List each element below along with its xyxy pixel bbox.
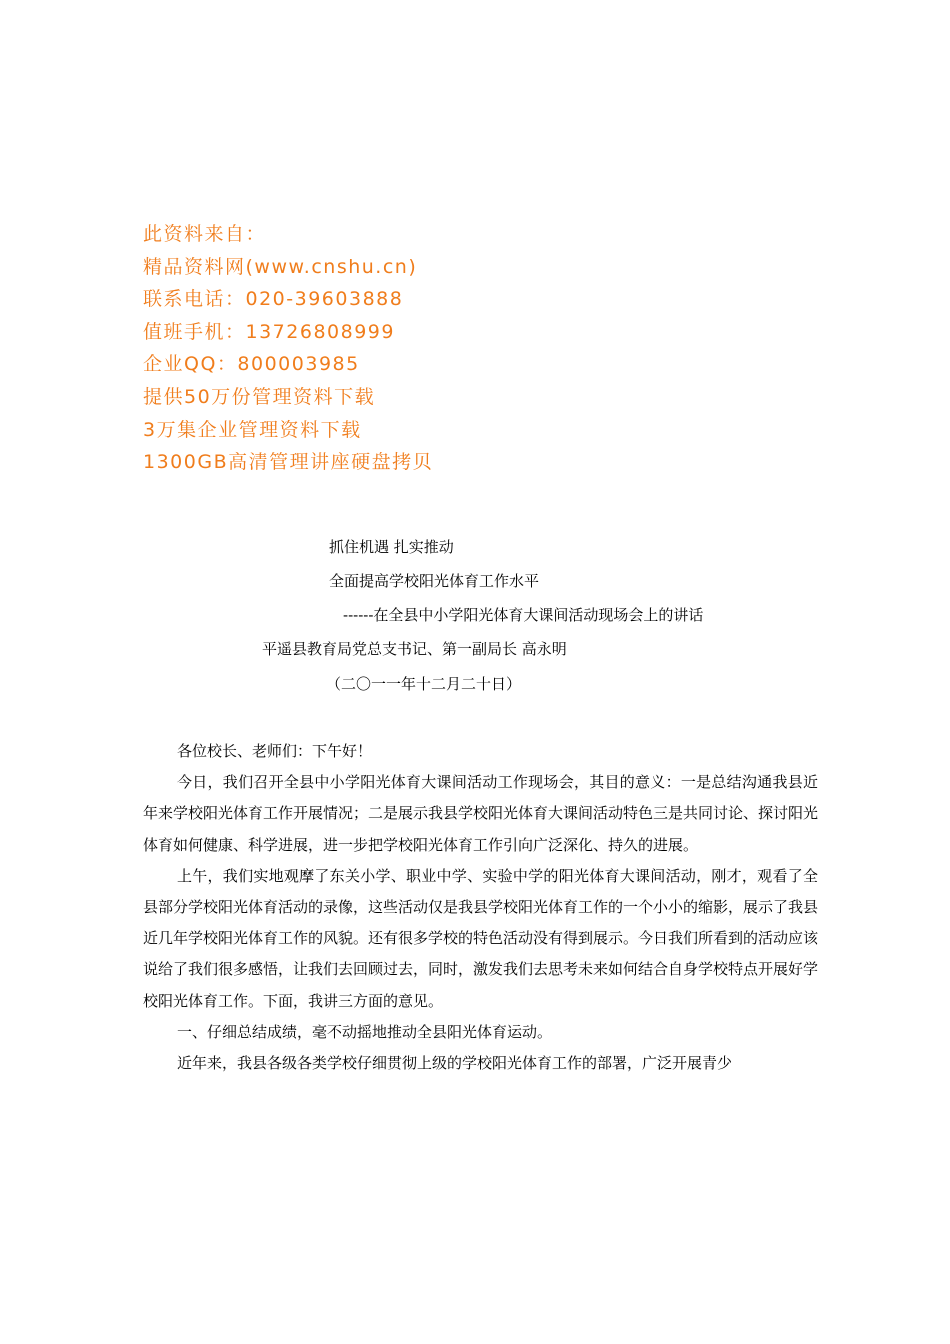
speech-title-line-2: 全面提高学校阳光体育工作水平 xyxy=(329,572,540,590)
ad-line-qq: 企业QQ：800003985 xyxy=(143,353,360,376)
paragraph-observation: 上午，我们实地观摩了东关小学、职业中学、实验中学的阳光体育大课间活动，刚才，观看了全县部分学校阳光体育活动的录像，这些活动仅是我县学校阳光体育工作的一个小小的缩影，展示了我县近几年学校阳光体育工作的风貌。还有很多学校的特色活动没有得到展示。今日我们所看到的活动应该说给了我们很多感悟，让我们去回顾过去，同时，激发我们去思考未来如何结合自身学校特点开展好学校阳光体育工作。下面，我讲三方面的意见。 xyxy=(143,866,819,1010)
paragraph-greeting: 各位校长、老师们：下午好！ xyxy=(177,742,373,760)
speech-date: （二〇一一年十二月二十日） xyxy=(326,675,522,693)
speech-body xyxy=(143,736,818,1079)
speech-title-line-1: 抓住机遇 扎实推动 xyxy=(329,538,454,556)
ad-line-website: 精品资料网(www.cnshu.cn) xyxy=(143,255,418,278)
speech-author: 平遥县教育局党总支书记、第一副局长 高永明 xyxy=(262,640,567,658)
section-heading-one: 一、仔细总结成绩，毫不动摇地推动全县阳光体育运动。 xyxy=(177,1022,553,1041)
paragraph-purpose: 今日，我们召开全县中小学阳光体育大课间活动工作现场会，其目的意义：一是总结沟通我县近年来学校阳光体育工作开展情况；二是展示我县学校阳光体育大课间活动特色三是共同讨论、探讨阳光体育如何健康、科学进展，进一步把学校阳光体育工作引向广泛深化、持久的进展。 xyxy=(143,773,819,854)
ad-line-offer-3: 1300GB高清管理讲座硬盘拷贝 xyxy=(143,451,434,474)
ad-line-source: 此资料来自： xyxy=(143,223,267,245)
ad-line-phone: 联系电话：020-39603888 xyxy=(143,288,404,311)
ad-line-mobile: 值班手机：13726808999 xyxy=(143,320,395,343)
ad-line-offer-1: 提供50万份管理资料下载 xyxy=(143,385,376,408)
source-ad-block xyxy=(143,218,663,479)
speech-subtitle: ------在全县中小学阳光体育大课间活动现场会上的讲话 xyxy=(343,606,704,624)
ad-line-offer-2: 3万集企业管理资料下载 xyxy=(143,418,362,441)
paragraph-recent-years: 近年来，我县各级各类学校仔细贯彻上级的学校阳光体育工作的部署，广泛开展青少 xyxy=(177,1054,733,1073)
